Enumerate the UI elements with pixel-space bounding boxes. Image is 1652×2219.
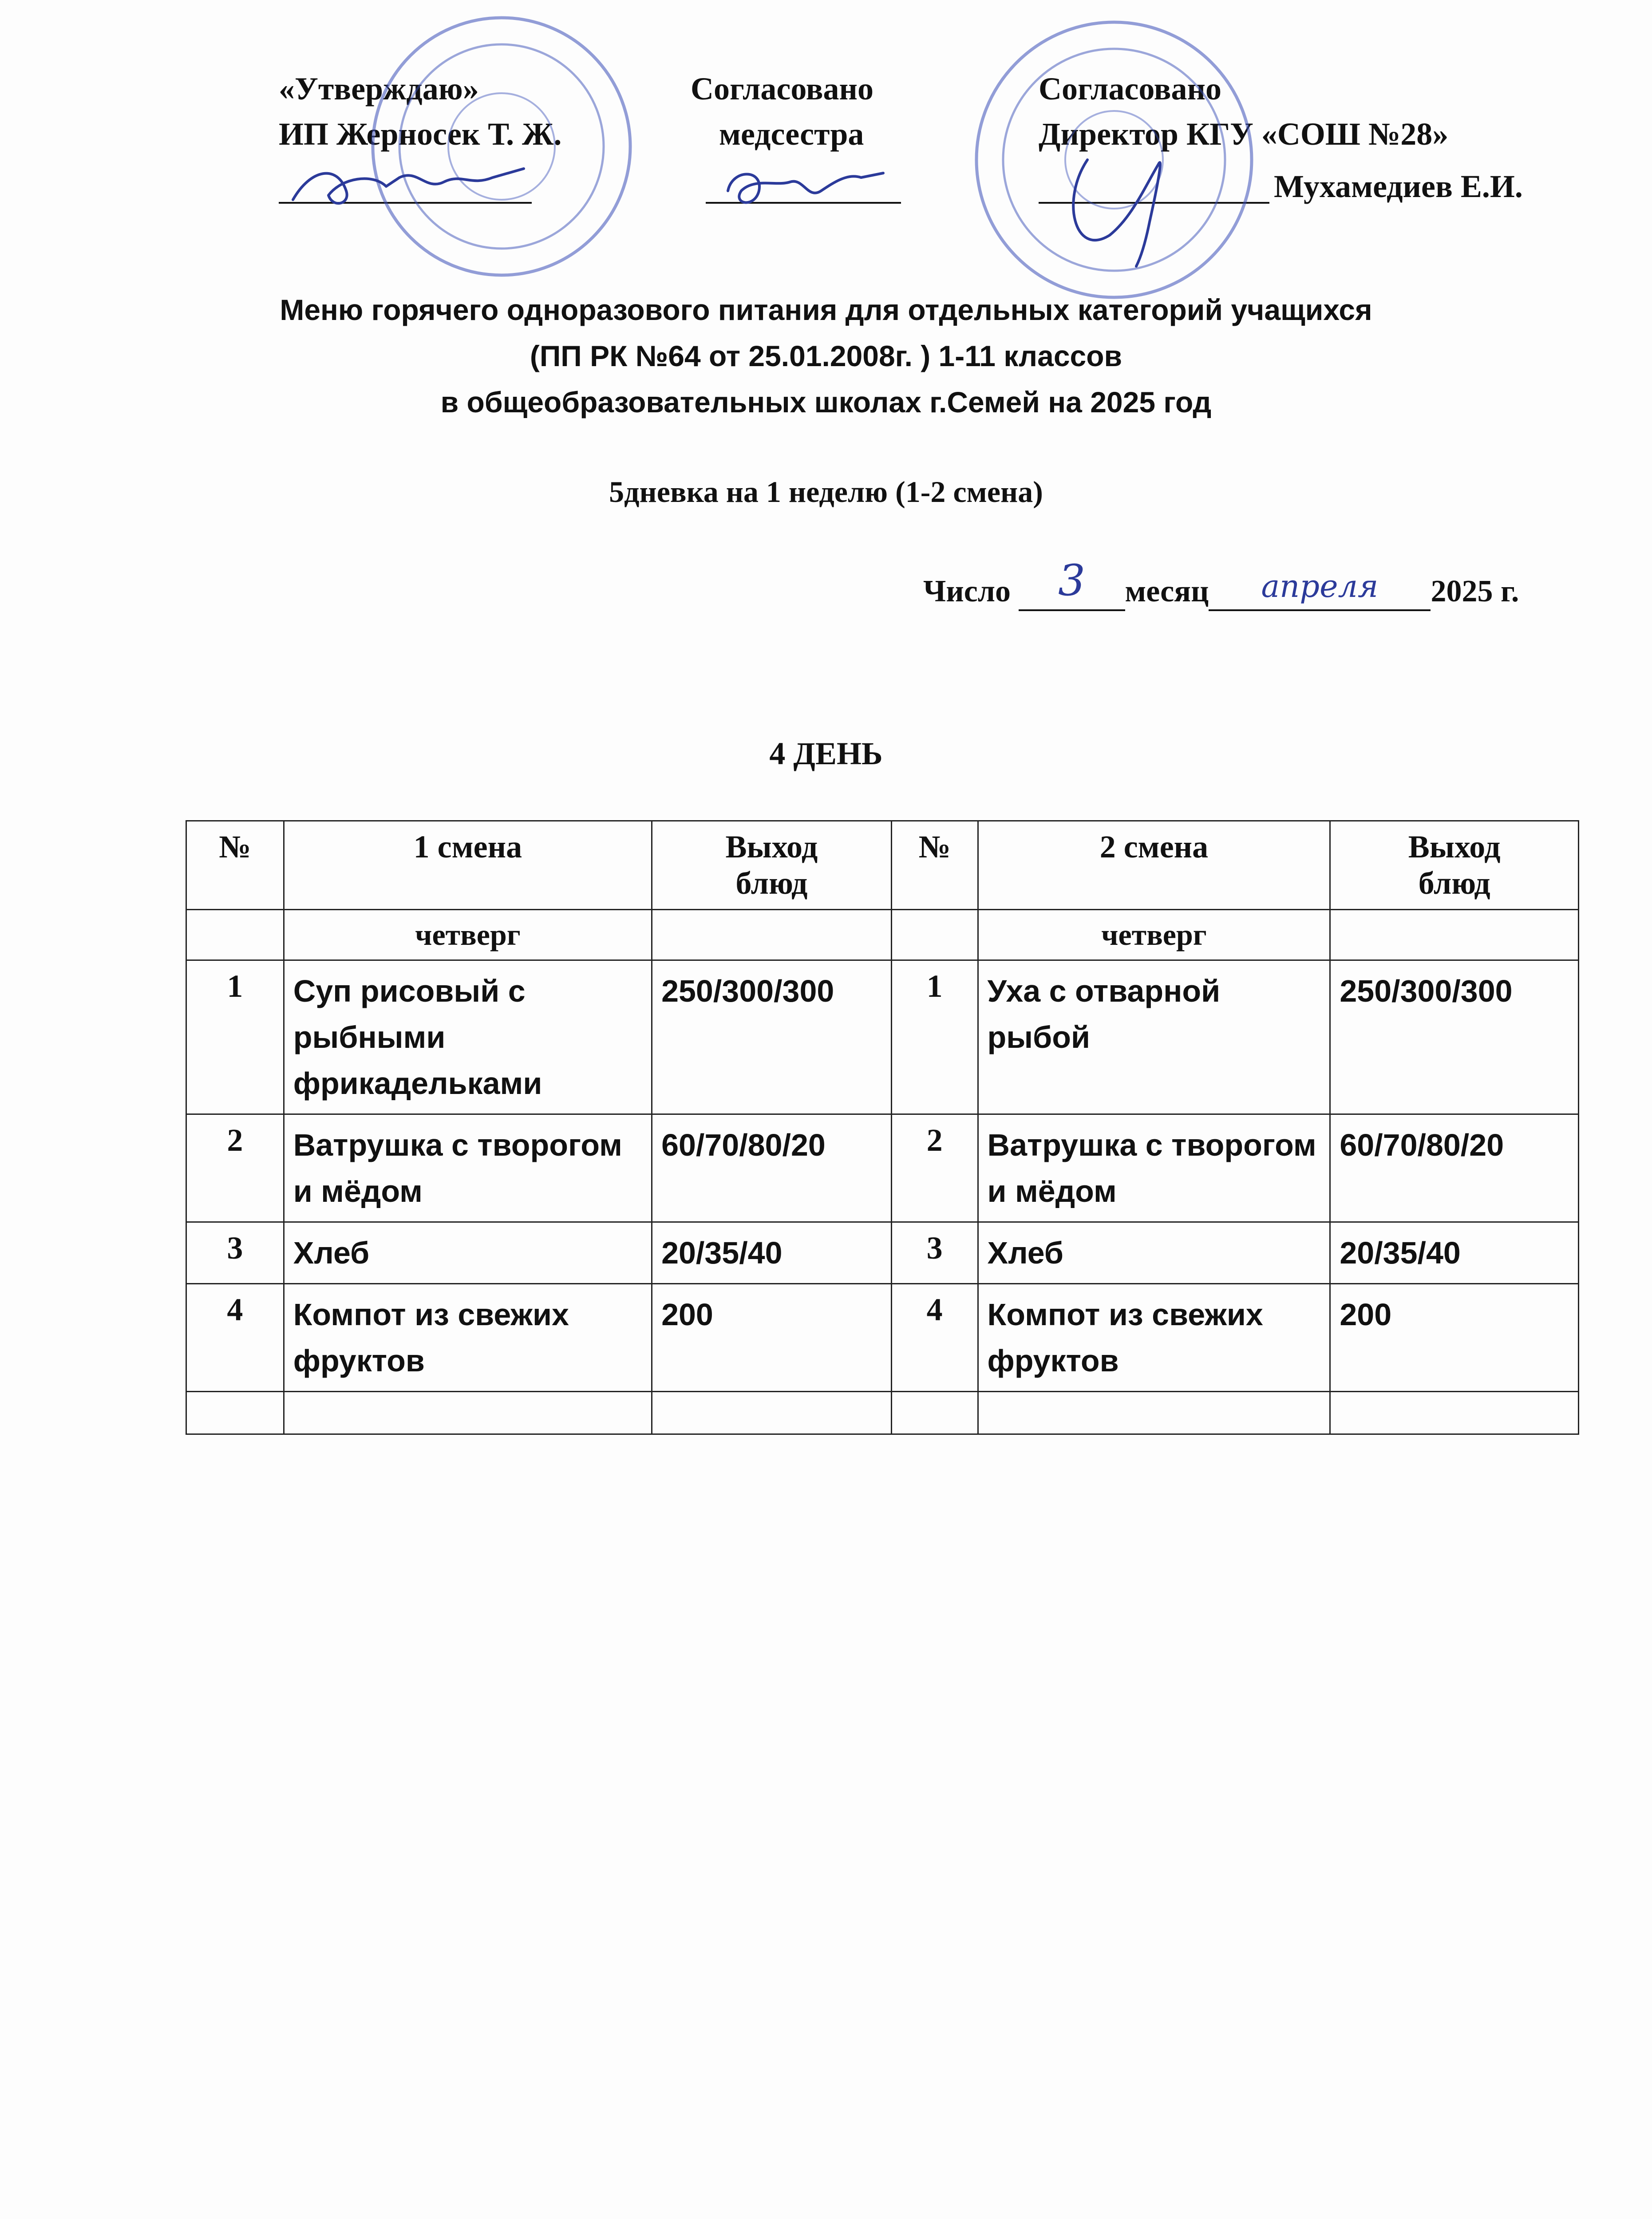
- row3-num-shift2: 3: [891, 1222, 978, 1284]
- approve-signature: [284, 151, 533, 217]
- row4-yield-shift1: 200: [652, 1284, 892, 1392]
- weekday-row: [186, 910, 1579, 960]
- table-row-empty: [186, 1392, 1579, 1434]
- date-month-handwritten: апреля: [1261, 568, 1379, 604]
- date-year: 2025 г.: [1431, 574, 1519, 608]
- nurse-signature: [715, 160, 901, 213]
- row4-dish-shift2: Компот из свежих фруктов: [978, 1284, 1330, 1392]
- weekday-empty-2: [652, 910, 892, 960]
- empty-cell: [891, 1392, 978, 1434]
- row2-dish-shift2: Ватрушка с творогом и мёдом: [978, 1114, 1330, 1222]
- director-signature: [1056, 146, 1198, 271]
- row1-dish-shift1: Суп рисовый с рыбными фрикадельками: [284, 960, 652, 1114]
- nurse-label: Согласовано: [691, 71, 873, 107]
- approve-name: ИП Жерносек Т. Ж.: [279, 116, 562, 152]
- weekday-empty-1: [186, 910, 284, 960]
- header-yield-shift1-b: блюд: [735, 865, 808, 901]
- weekday-empty-4: [1330, 910, 1579, 960]
- empty-cell: [978, 1392, 1330, 1434]
- row2-dish-shift1: Ватрушка с творогом и мёдом: [284, 1114, 652, 1222]
- table-row: [186, 960, 1579, 1114]
- ip-stamp-seal: [364, 9, 639, 284]
- row4-dish-shift1: Компот из свежих фруктов: [284, 1284, 652, 1392]
- header-num-shift1: №: [186, 821, 284, 910]
- director-label: Согласовано: [1039, 71, 1221, 107]
- empty-cell: [1330, 1392, 1579, 1434]
- row4-yield-shift2: 200: [1330, 1284, 1579, 1392]
- row1-yield-shift1: 250/300/300: [652, 960, 892, 1114]
- row2-yield-shift2: 60/70/80/20: [1330, 1114, 1579, 1222]
- director-role: Директор КГУ «СОШ №28»: [1039, 116, 1449, 152]
- table-header-row: [186, 821, 1579, 910]
- row1-num-shift1: 1: [186, 960, 284, 1114]
- header-shift1: 1 смена: [284, 821, 652, 910]
- table-row: [186, 1284, 1579, 1392]
- date-line: [923, 556, 1519, 611]
- nurse-role: медсестра: [719, 116, 864, 152]
- row3-dish-shift1: Хлеб: [284, 1222, 652, 1284]
- empty-cell: [284, 1392, 652, 1434]
- day-title: 4 ДЕНЬ: [769, 736, 883, 771]
- period-subtitle: 5дневка на 1 неделю (1-2 смена): [609, 475, 1043, 509]
- director-name: Мухамедиев Е.И.: [1274, 169, 1523, 204]
- row2-num-shift2: 2: [891, 1114, 978, 1222]
- row2-num-shift1: 2: [186, 1114, 284, 1222]
- approve-label: «Утверждаю»: [279, 71, 479, 107]
- row3-yield-shift2: 20/35/40: [1330, 1222, 1579, 1284]
- empty-cell: [652, 1392, 892, 1434]
- table-row: [186, 1114, 1579, 1222]
- row1-num-shift2: 1: [891, 960, 978, 1114]
- header-shift2: 2 смена: [978, 821, 1330, 910]
- header-yield-shift2-b: блюд: [1418, 865, 1490, 901]
- menu-table: [186, 820, 1579, 1435]
- header-yield-shift2-a: Выход: [1408, 829, 1501, 865]
- row4-num-shift1: 4: [186, 1284, 284, 1392]
- date-day-handwritten: 3: [1058, 556, 1086, 605]
- weekday-empty-3: [891, 910, 978, 960]
- table-row: [186, 1222, 1579, 1284]
- row2-yield-shift1: 60/70/80/20: [652, 1114, 892, 1222]
- empty-cell: [186, 1392, 284, 1434]
- menu-title-line2: (ПП РК №64 от 25.01.2008г. ) 1-11 классов: [530, 340, 1122, 372]
- header-yield-shift2: [1330, 821, 1579, 910]
- menu-title-line1: Меню горячего одноразового питания для отдельных категорий учащихся: [280, 293, 1372, 326]
- menu-title-line3: в общеобразовательных школах г.Семей на 2025 год: [440, 386, 1212, 419]
- row3-num-shift1: 3: [186, 1222, 284, 1284]
- date-month-field: [1209, 568, 1431, 611]
- row4-num-shift2: 4: [891, 1284, 978, 1392]
- row3-yield-shift1: 20/35/40: [652, 1222, 892, 1284]
- date-month-label: месяц: [1125, 574, 1209, 608]
- row1-yield-shift2: 250/300/300: [1330, 960, 1579, 1114]
- header-num-shift2: №: [891, 821, 978, 910]
- weekday-shift2: четверг: [978, 910, 1330, 960]
- weekday-shift1: четверг: [284, 910, 652, 960]
- date-prefix: Число: [923, 574, 1019, 608]
- header-yield-shift1-a: Выход: [725, 829, 818, 865]
- row1-dish-shift2: Уха с отварной рыбой: [978, 960, 1330, 1114]
- header-yield-shift1: [652, 821, 892, 910]
- row3-dish-shift2: Хлеб: [978, 1222, 1330, 1284]
- date-day-field: [1019, 556, 1125, 611]
